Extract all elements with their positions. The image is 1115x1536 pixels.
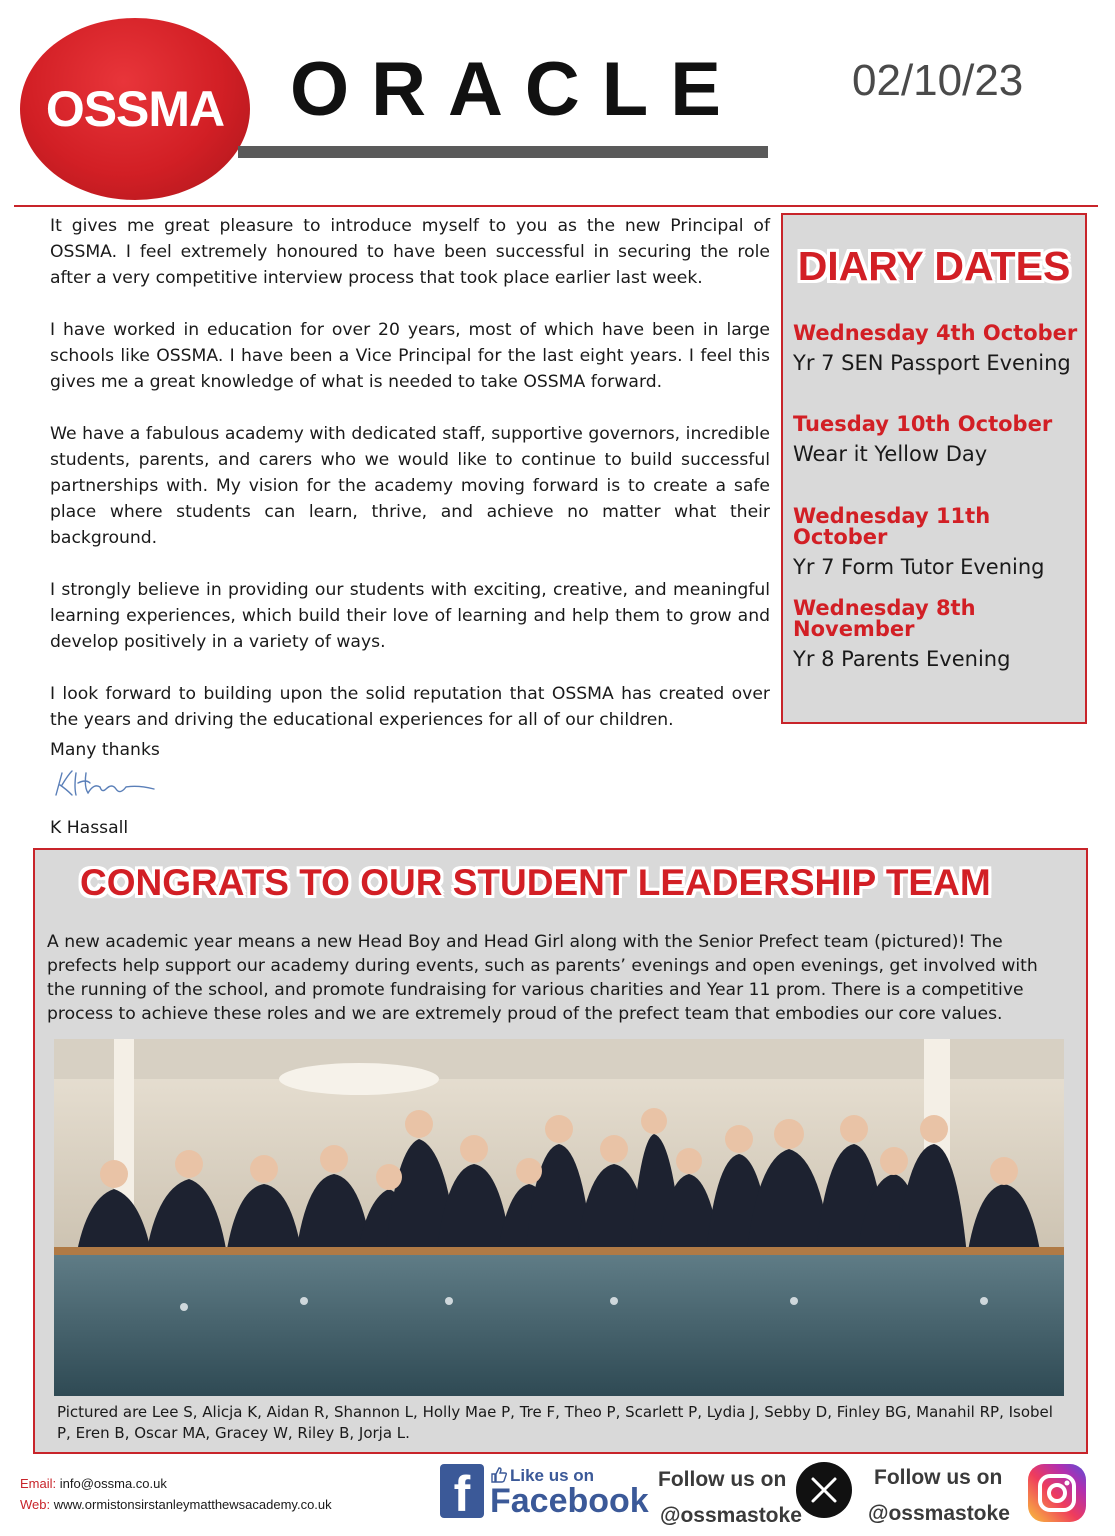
diary-dates-panel [781, 213, 1087, 724]
email-link[interactable]: info@ossma.co.uk [59, 1476, 167, 1491]
signature-name: K Hassall [50, 818, 129, 838]
diary-date: Wednesday 4th October [793, 321, 1078, 345]
diary-event: Yr 7 SEN Passport Evening [793, 351, 1071, 375]
student-leadership-section [33, 848, 1088, 1454]
diary-entry [793, 506, 1078, 580]
sign-off: Many thanks [50, 740, 160, 760]
follow-instagram-label: Follow us on [874, 1466, 1003, 1489]
prefect-team-photo [54, 1039, 1064, 1396]
web-label: Web: [20, 1497, 51, 1512]
letter-paragraph: It gives me great pleasure to introduce myself to you as the new Principal of OSSMA. I feel extremely honoured to have been successful in securing the role after a very competitive interview process that took place earlier last week. [50, 216, 770, 288]
diary-entry [793, 414, 1078, 467]
issue-date: 02/10/23 [852, 56, 1024, 105]
diary-title: DIARY DATES [797, 243, 1071, 289]
header-divider [14, 205, 1098, 207]
instagram-glyph-icon [1028, 1464, 1086, 1522]
letter-paragraph: I look forward to building upon the solid reputation that OSSMA has created over the years and driving the educational experiences for all of our children. [50, 684, 770, 730]
letter-paragraph: I strongly believe in providing our students with exciting, creative, and meaningful learning experiences, which build their love of learning and help them to grow and develop positively in a variety of ways. [50, 580, 770, 652]
footer-web [20, 1497, 332, 1512]
letter-paragraph: I have worked in education for over 20 years, most of which have been in large schools like OSSMA. I have been a Vice Principal for the last eight years. I feel this gives me a great knowledge of what is needed to take OSSMA forward. [50, 320, 770, 392]
diary-date: Tuesday 10th October [793, 412, 1053, 436]
diary-date: Wednesday 11th October [793, 504, 991, 549]
logo-text: OSSMA [45, 81, 225, 137]
newsletter-title: ORACLE [290, 47, 743, 132]
diary-entry [793, 323, 1078, 376]
section-title: CONGRATS TO OUR STUDENT LEADERSHIP TEAM [80, 862, 991, 903]
handwritten-signature [50, 765, 170, 805]
diary-event: Wear it Yellow Day [793, 442, 988, 466]
diary-event: Yr 7 Form Tutor Evening [793, 555, 1045, 579]
ossma-logo [20, 18, 250, 200]
facebook-like-text: Like us on [510, 1466, 595, 1485]
instagram-icon[interactable] [1028, 1464, 1086, 1522]
facebook-icon[interactable]: f [440, 1464, 484, 1518]
instagram-handle[interactable]: @ossmastoke [868, 1502, 1010, 1525]
web-link[interactable]: www.ormistonsirstanleymatthewsacademy.co.uk [53, 1497, 332, 1512]
x-logo-icon[interactable] [796, 1462, 852, 1518]
section-body: A new academic year means a new Head Boy and Head Girl along with the Senior Prefect team (pictured)! The prefects help support our academy during events, such as parents’ evenings and open evenings, get involved with the running of the school, and promote fundraising for various charities and Year 11 prom. There is a competitive process to achieve these roles and we are extremely proud of the prefect team that embodies our core values. [47, 932, 1038, 1024]
diary-entry [793, 596, 1011, 672]
diary-event: Yr 8 Parents Evening [793, 647, 1011, 671]
facebook-wordmark[interactable]: Facebook [490, 1482, 649, 1520]
email-label: Email: [20, 1476, 57, 1491]
title-underline [238, 146, 768, 158]
footer-email [20, 1476, 167, 1491]
letter-paragraph: We have a fabulous academy with dedicated staff, supportive governors, incredible students, parents, and carers who we would like to continue to build successful partnerships with. My vision for the academy moving forward is to create a safe place where students can learn, thrive, and achieve no matter what their background. [50, 424, 770, 548]
diary-date: Wednesday 8th November [793, 596, 976, 641]
x-glyph-icon [809, 1475, 839, 1505]
photo-caption: Pictured are Lee S, Alicja K, Aidan R, Shannon L, Holly Mae P, Tre F, Theo P, Scarlett P, Lydia J, Sebby D, Finley BG, Manahil RP, Isobel P, Eren B, Oscar MA, Gracey W, Riley B, Jorja L. [57, 1403, 1053, 1442]
follow-x-label: Follow us on [658, 1468, 787, 1491]
principal-letter [50, 213, 770, 759]
x-handle[interactable]: @ossmastoke [660, 1504, 802, 1527]
